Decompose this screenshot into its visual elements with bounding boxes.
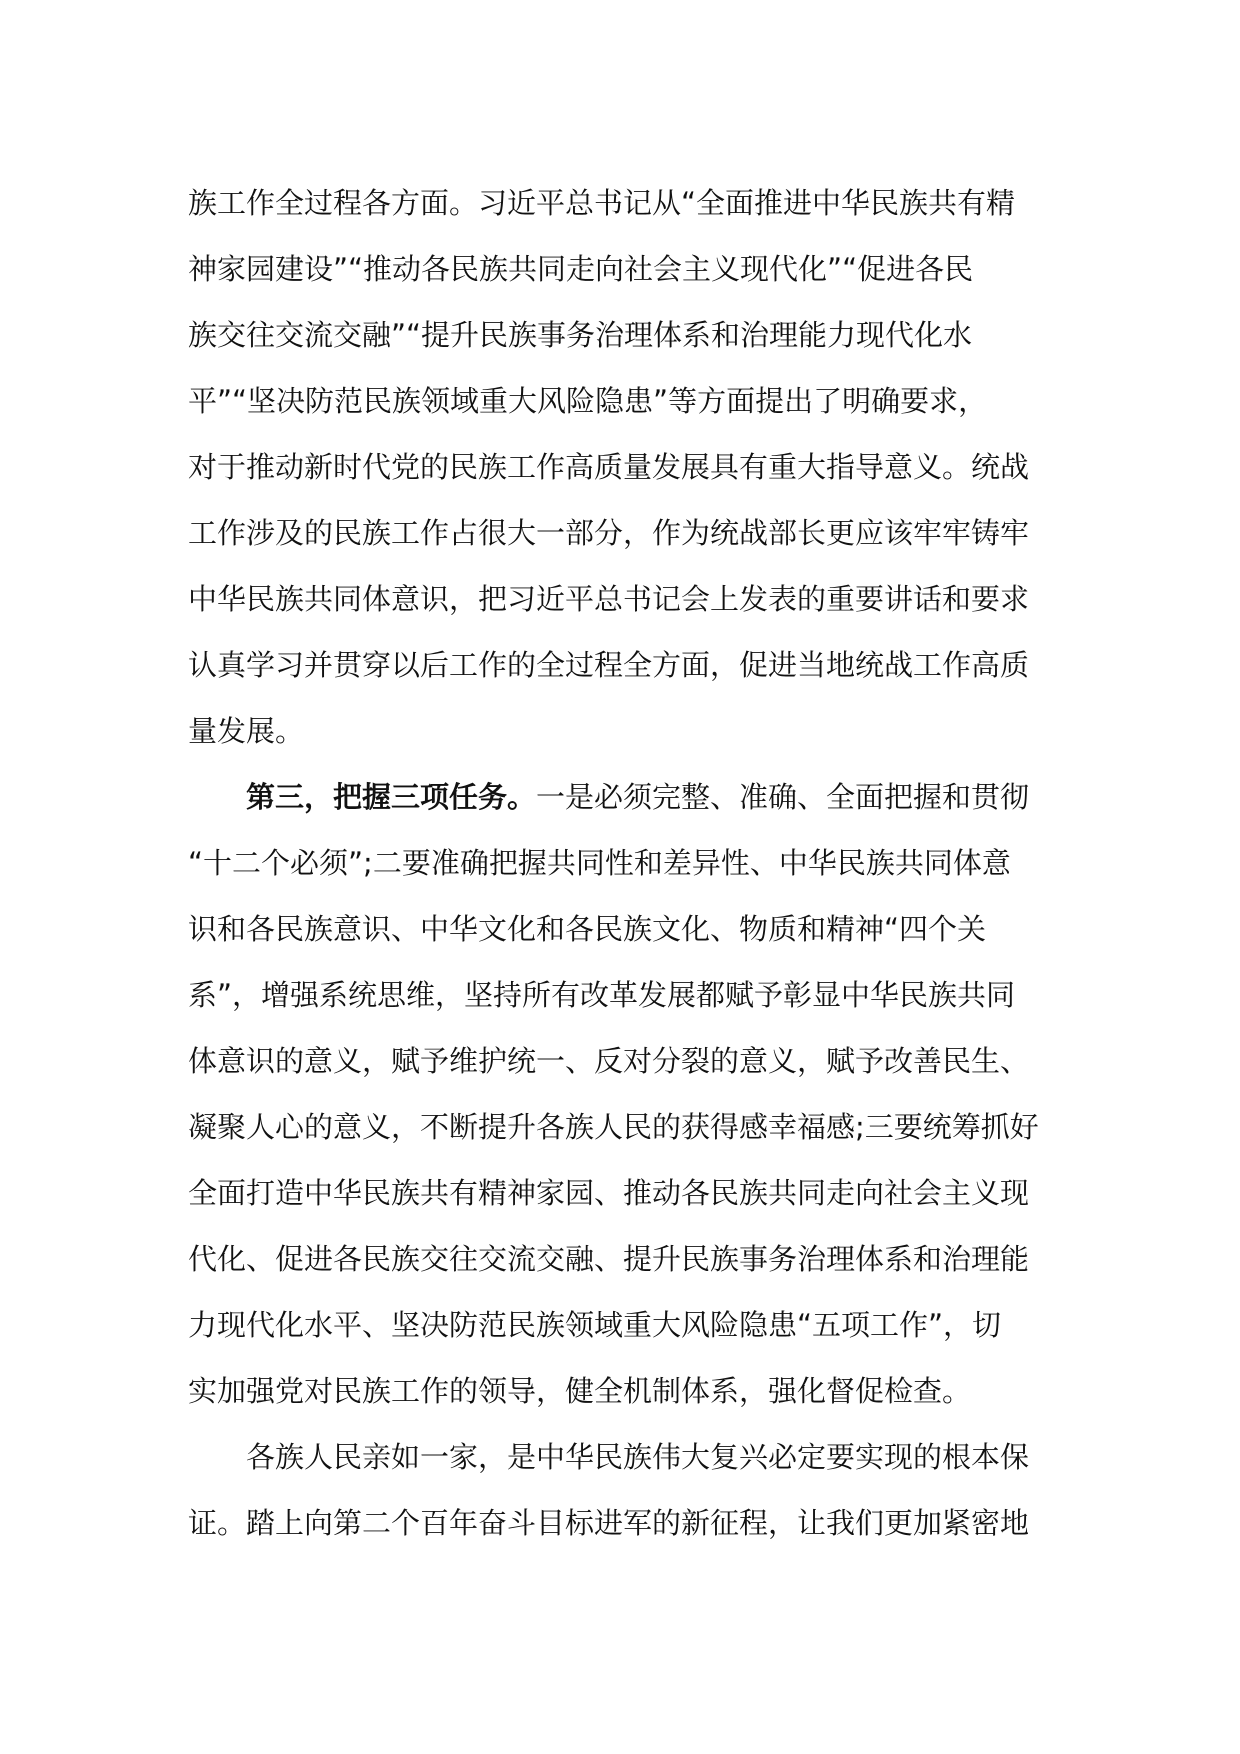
text-line: 识和各民族意识、中华文化和各民族文化、物质和精神“四个关 <box>188 912 987 946</box>
text-line: 实加强党对民族工作的领导，健全机制体系，强化督促检查。 <box>188 1374 972 1408</box>
text-line: 认真学习并贯穿以后工作的全过程全方面，促进当地统战工作高质 <box>188 648 1030 682</box>
text-run: 一是必须完整、准确、全面把握和贯彻 <box>536 780 1030 814</box>
text-line: 力现代化水平、坚决防范民族领域重大风险隐患“五项工作”，切 <box>188 1308 1002 1342</box>
text-line: 族工作全过程各方面。习近平总书记从“全面推进中华民族共有精 <box>188 186 1016 220</box>
text-line: 中华民族共同体意识，把习近平总书记会上发表的重要讲话和要求 <box>188 582 1030 616</box>
paragraph-three-tasks <box>188 764 1058 1424</box>
text-line: 工作涉及的民族工作占很大一部分，作为统战部长更应该牢牢铸牢 <box>188 516 1030 550</box>
text-line: 体意识的意义，赋予维护统一、反对分裂的意义，赋予改善民生、 <box>188 1044 1030 1078</box>
text-line: 证。踏上向第二个百年奋斗目标进军的新征程，让我们更加紧密地 <box>188 1506 1030 1540</box>
text-line: 全面打造中华民族共有精神家园、推动各民族共同走向社会主义现 <box>188 1176 1030 1210</box>
paragraph-ethnic-work <box>188 170 1058 764</box>
document-body <box>188 170 1058 1556</box>
text-line: 平”“坚决防范民族领域重大风险隐患”等方面提出了明确要求， <box>188 384 988 418</box>
text-line: 凝聚人心的意义，不断提升各族人民的获得感幸福感;三要统筹抓好 <box>188 1110 1039 1144</box>
paragraph-conclusion <box>188 1424 1058 1556</box>
text-line <box>188 764 1058 830</box>
text-line: 神家园建设”“推动各民族共同走向社会主义现代化”“促进各民 <box>188 252 974 286</box>
text-line: 代化、促进各民族交往交流交融、提升民族事务治理体系和治理能 <box>188 1242 1030 1276</box>
section-heading: 第三，把握三项任务。 <box>246 780 537 814</box>
text-line: “十二个必须”;二要准确把握共同性和差异性、中华民族共同体意 <box>188 846 1011 880</box>
text-line: 各族人民亲如一家，是中华民族伟大复兴必定要实现的根本保 <box>246 1440 1030 1474</box>
text-line: 对于推动新时代党的民族工作高质量发展具有重大指导意义。统战 <box>188 450 1030 484</box>
text-line: 族交往交流交融”“提升民族事务治理体系和治理能力现代化水 <box>188 318 973 352</box>
text-line: 系”，增强系统思维，坚持所有改革发展都赋予彰显中华民族共同 <box>188 978 1016 1012</box>
text-line: 量发展。 <box>188 714 305 748</box>
